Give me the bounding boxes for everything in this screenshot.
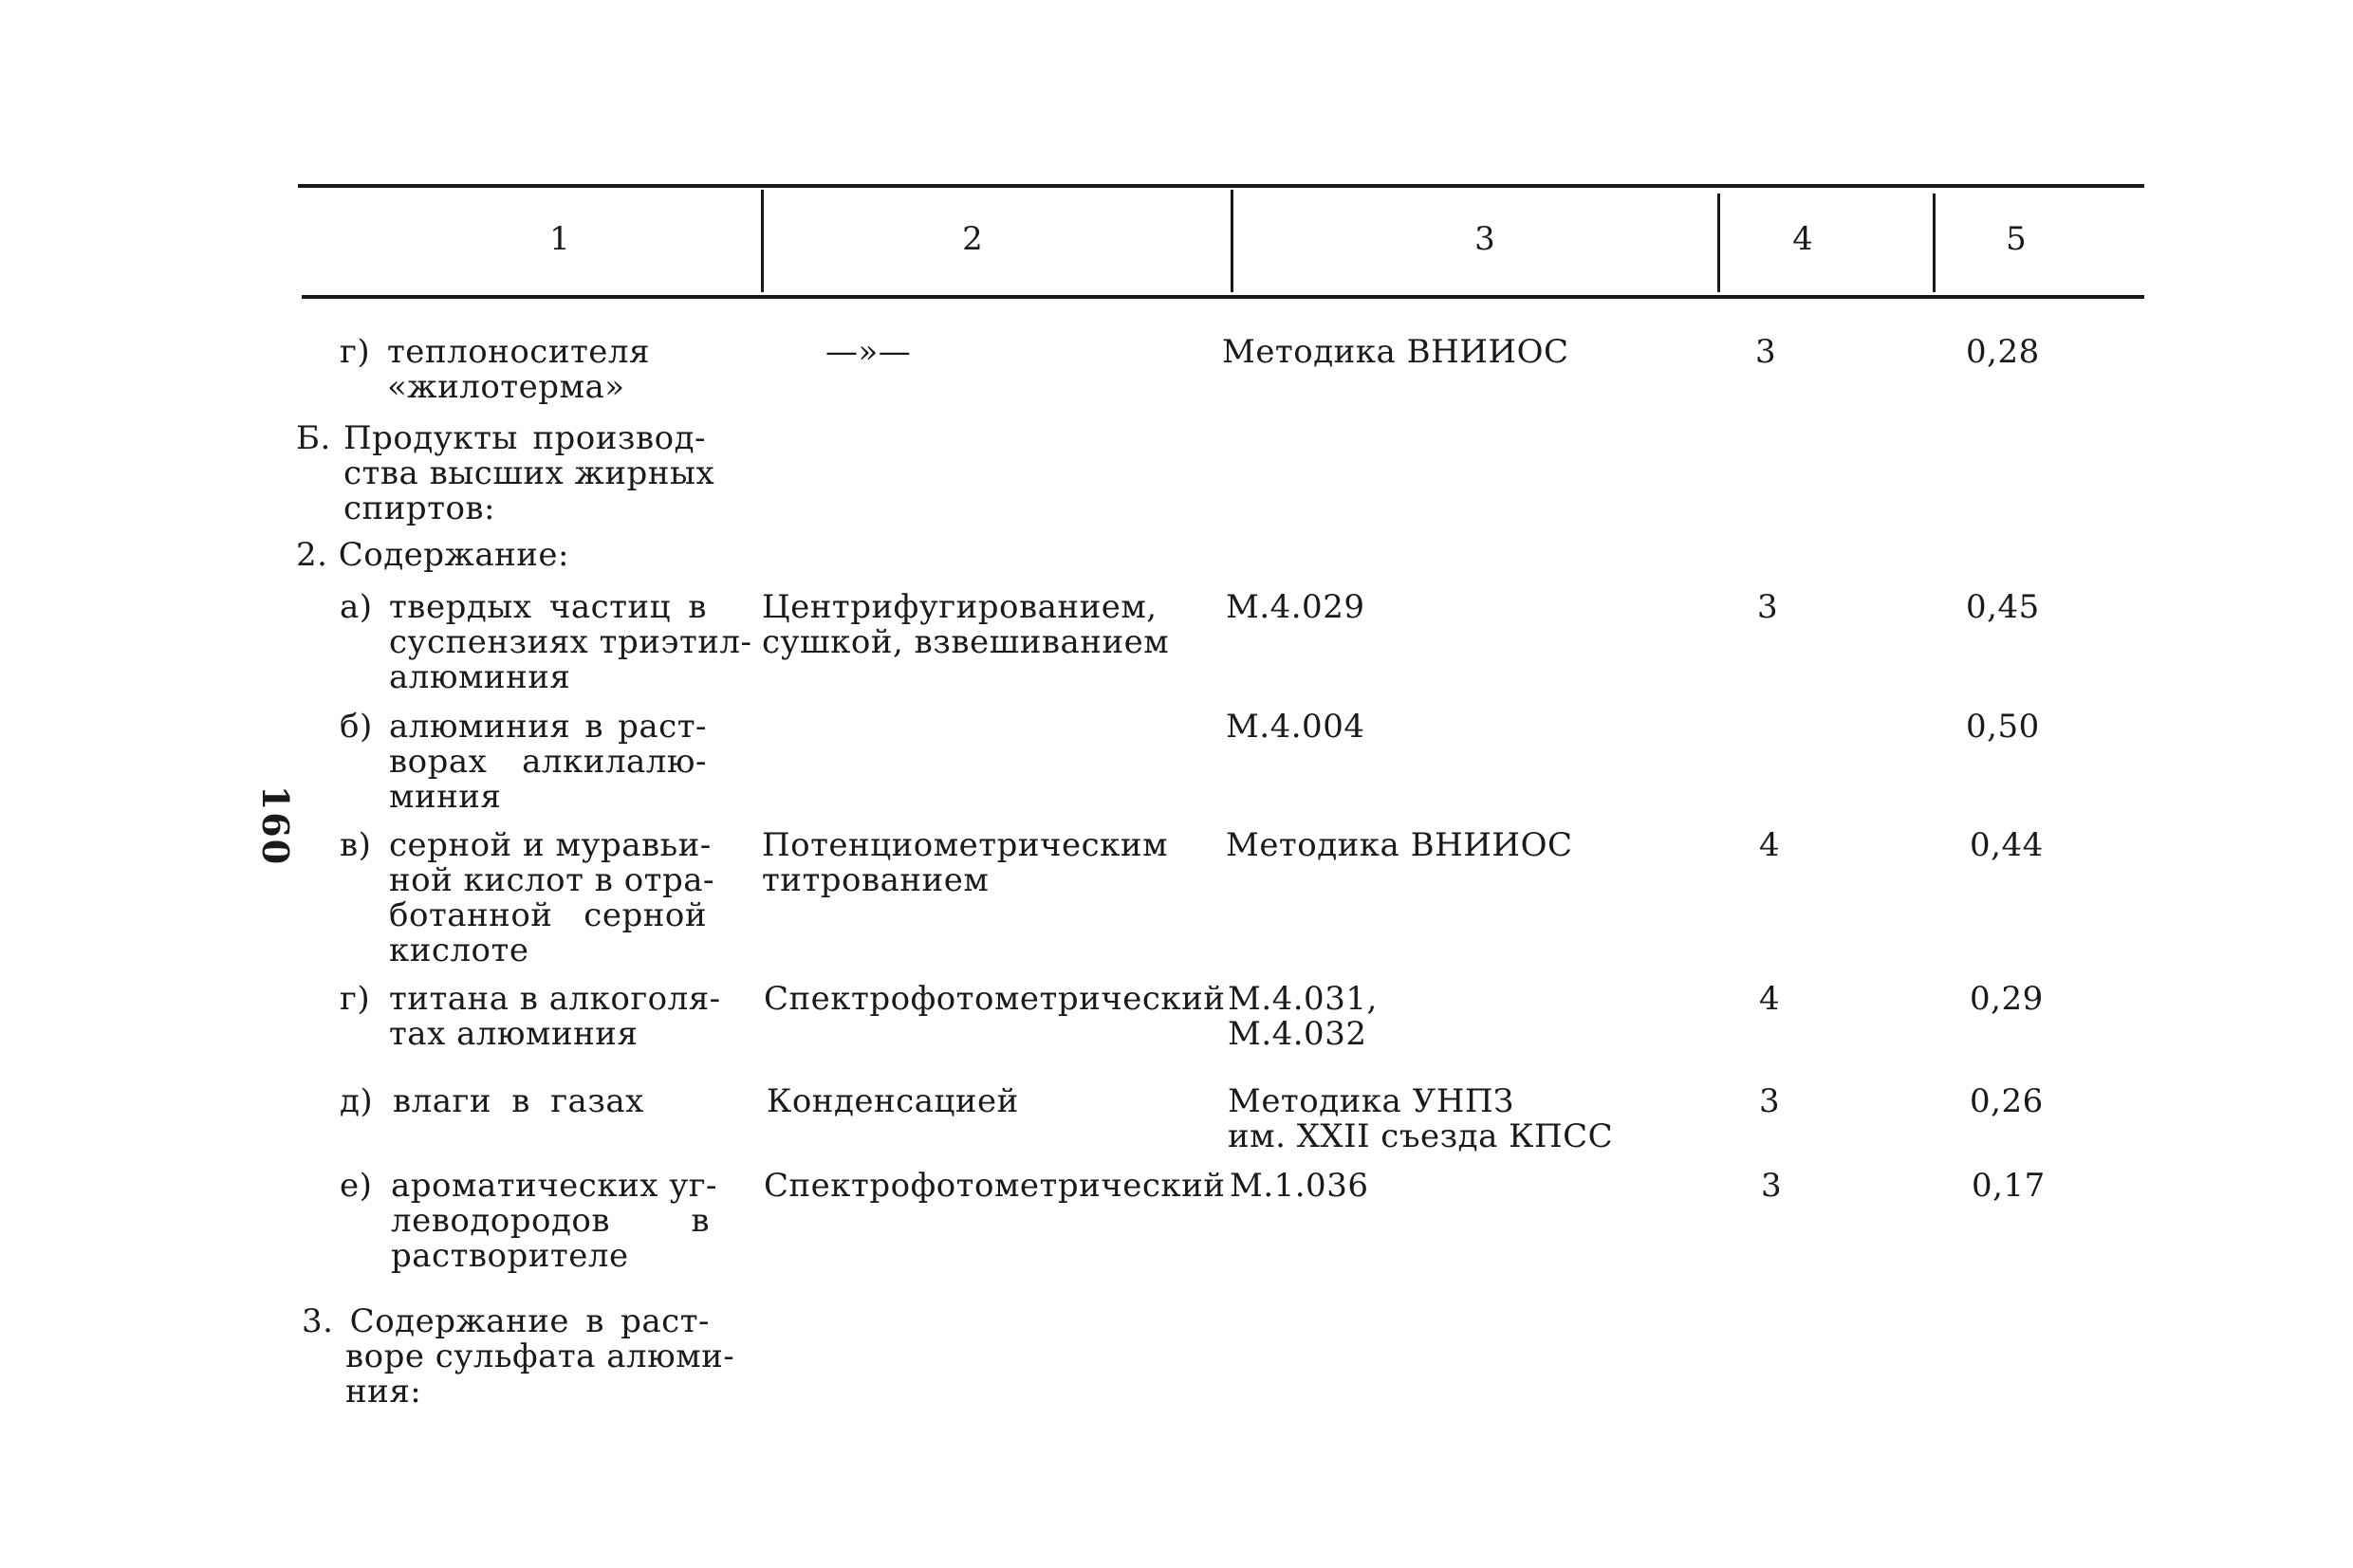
header-divider-3 — [1717, 194, 1720, 292]
row9-method: Спектрофотометрический — [764, 1167, 1226, 1205]
row9-v: 0,17 — [1972, 1167, 2046, 1205]
row8-method: Конденсацией — [767, 1082, 1019, 1120]
row8-text-line1: влаги в газах — [393, 1082, 644, 1120]
row9-text-line3: растворителе — [391, 1237, 629, 1275]
row10-text-line3: ния: — [345, 1373, 422, 1411]
row7-prefix: г) — [340, 980, 371, 1018]
row8-v: 0,26 — [1970, 1082, 2044, 1120]
header-col-5: 5 — [2006, 220, 2027, 258]
row9-text — [391, 1167, 718, 1275]
row6-doc: Методика ВНИИОС — [1226, 826, 1573, 864]
row7-text-line1: титана в алкоголя- — [389, 980, 721, 1018]
row5-text-line3: миния — [389, 778, 502, 816]
row4-v: 0,45 — [1966, 588, 2040, 626]
row1-v: 0,28 — [1966, 333, 2040, 371]
row5-v: 0,50 — [1966, 708, 2040, 746]
row10-text-line1: 3. Содержание в раст- — [302, 1302, 710, 1340]
row4-text-line1: твердых частиц в — [389, 588, 707, 626]
row6-method-line2: титрованием — [762, 861, 990, 899]
row9-prefix: е) — [340, 1167, 373, 1205]
row5-doc: М.4.004 — [1226, 708, 1365, 746]
row4-method-line2: сушкой, взвешиванием — [762, 623, 1170, 661]
row3-heading: 2. Содержание: — [296, 536, 569, 574]
row1-doc: Методика ВНИИОС — [1222, 333, 1569, 371]
row6-v: 0,44 — [1970, 826, 2044, 864]
row1-method: —»— — [825, 333, 912, 371]
row6-text-line1: серной и муравьи- — [389, 826, 712, 864]
row5-text-line2: ворах алкилалю- — [389, 743, 707, 781]
row2-text — [343, 419, 715, 527]
row10-text-line2: воре сульфата алюми- — [345, 1337, 735, 1375]
row6-text-line4: кислоте — [389, 932, 529, 969]
row9-text-line2: леводородов в — [391, 1202, 710, 1240]
header-col-2: 2 — [962, 220, 983, 258]
row7-v: 0,29 — [1970, 980, 2044, 1018]
row4-text-line2: суспензиях триэтил- — [389, 623, 752, 661]
header-col-3: 3 — [1474, 220, 1495, 258]
page-number: 160 — [254, 784, 298, 867]
row4-method-line1: Центрифугированием, — [762, 588, 1158, 626]
row7-text — [389, 980, 721, 1053]
row8-prefix: д) — [340, 1082, 374, 1120]
row7-text-line2: тах алюминия — [389, 1015, 639, 1053]
row4-text-line3: алюминия — [389, 658, 571, 696]
row6-method-line1: Потенциометрическим — [762, 826, 1169, 864]
row9-n: 3 — [1761, 1167, 1783, 1205]
row2-text-line2: ства высших жирных — [343, 454, 715, 492]
row6-text-line3: ботанной серной — [389, 896, 707, 934]
row10-text — [302, 1302, 735, 1411]
header-divider-2 — [1231, 190, 1233, 292]
row4-n: 3 — [1757, 588, 1779, 626]
row5-prefix: б) — [340, 708, 373, 746]
header-divider-1 — [761, 190, 764, 292]
header-col-1: 1 — [549, 220, 570, 258]
row5-text-line1: алюминия в раст- — [389, 708, 707, 746]
row8-n: 3 — [1759, 1082, 1781, 1120]
row2-prefix: Б. — [296, 419, 331, 457]
row4-doc: М.4.029 — [1226, 588, 1365, 626]
table-top-rule — [298, 184, 2144, 188]
row6-prefix: в) — [340, 826, 372, 864]
row4-text — [389, 588, 752, 696]
header-divider-4 — [1933, 194, 1936, 292]
row7-method: Спектрофотометрический — [764, 980, 1226, 1018]
row2-text-line1: Продукты производ- — [343, 419, 706, 457]
row4-prefix: а) — [340, 588, 373, 626]
table-header-bottom-rule — [302, 295, 2144, 299]
row1-text-line1: теплоносителя — [387, 333, 650, 371]
row1-text-line2: «жилотерма» — [387, 368, 625, 406]
row9-text-line1: ароматических уг- — [391, 1167, 718, 1205]
row9-doc: М.1.036 — [1230, 1167, 1369, 1205]
row8-doc-line2: им. XXII съезда КПСС — [1228, 1117, 1614, 1155]
row7-n: 4 — [1759, 980, 1781, 1018]
row2-text-line3: спиртов: — [343, 489, 496, 527]
row6-text-line2: ной кислот в отра- — [389, 861, 714, 899]
row1-n: 3 — [1755, 333, 1777, 371]
row6-n: 4 — [1759, 826, 1781, 864]
row6-text — [389, 826, 714, 969]
row7-doc-line1: М.4.031, — [1228, 980, 1378, 1018]
row1-prefix: г) — [340, 333, 371, 371]
row7-doc-line2: М.4.032 — [1228, 1015, 1367, 1053]
header-col-4: 4 — [1792, 220, 1813, 258]
row8-doc-line1: Методика УНПЗ — [1228, 1082, 1514, 1120]
row5-text — [389, 710, 707, 815]
